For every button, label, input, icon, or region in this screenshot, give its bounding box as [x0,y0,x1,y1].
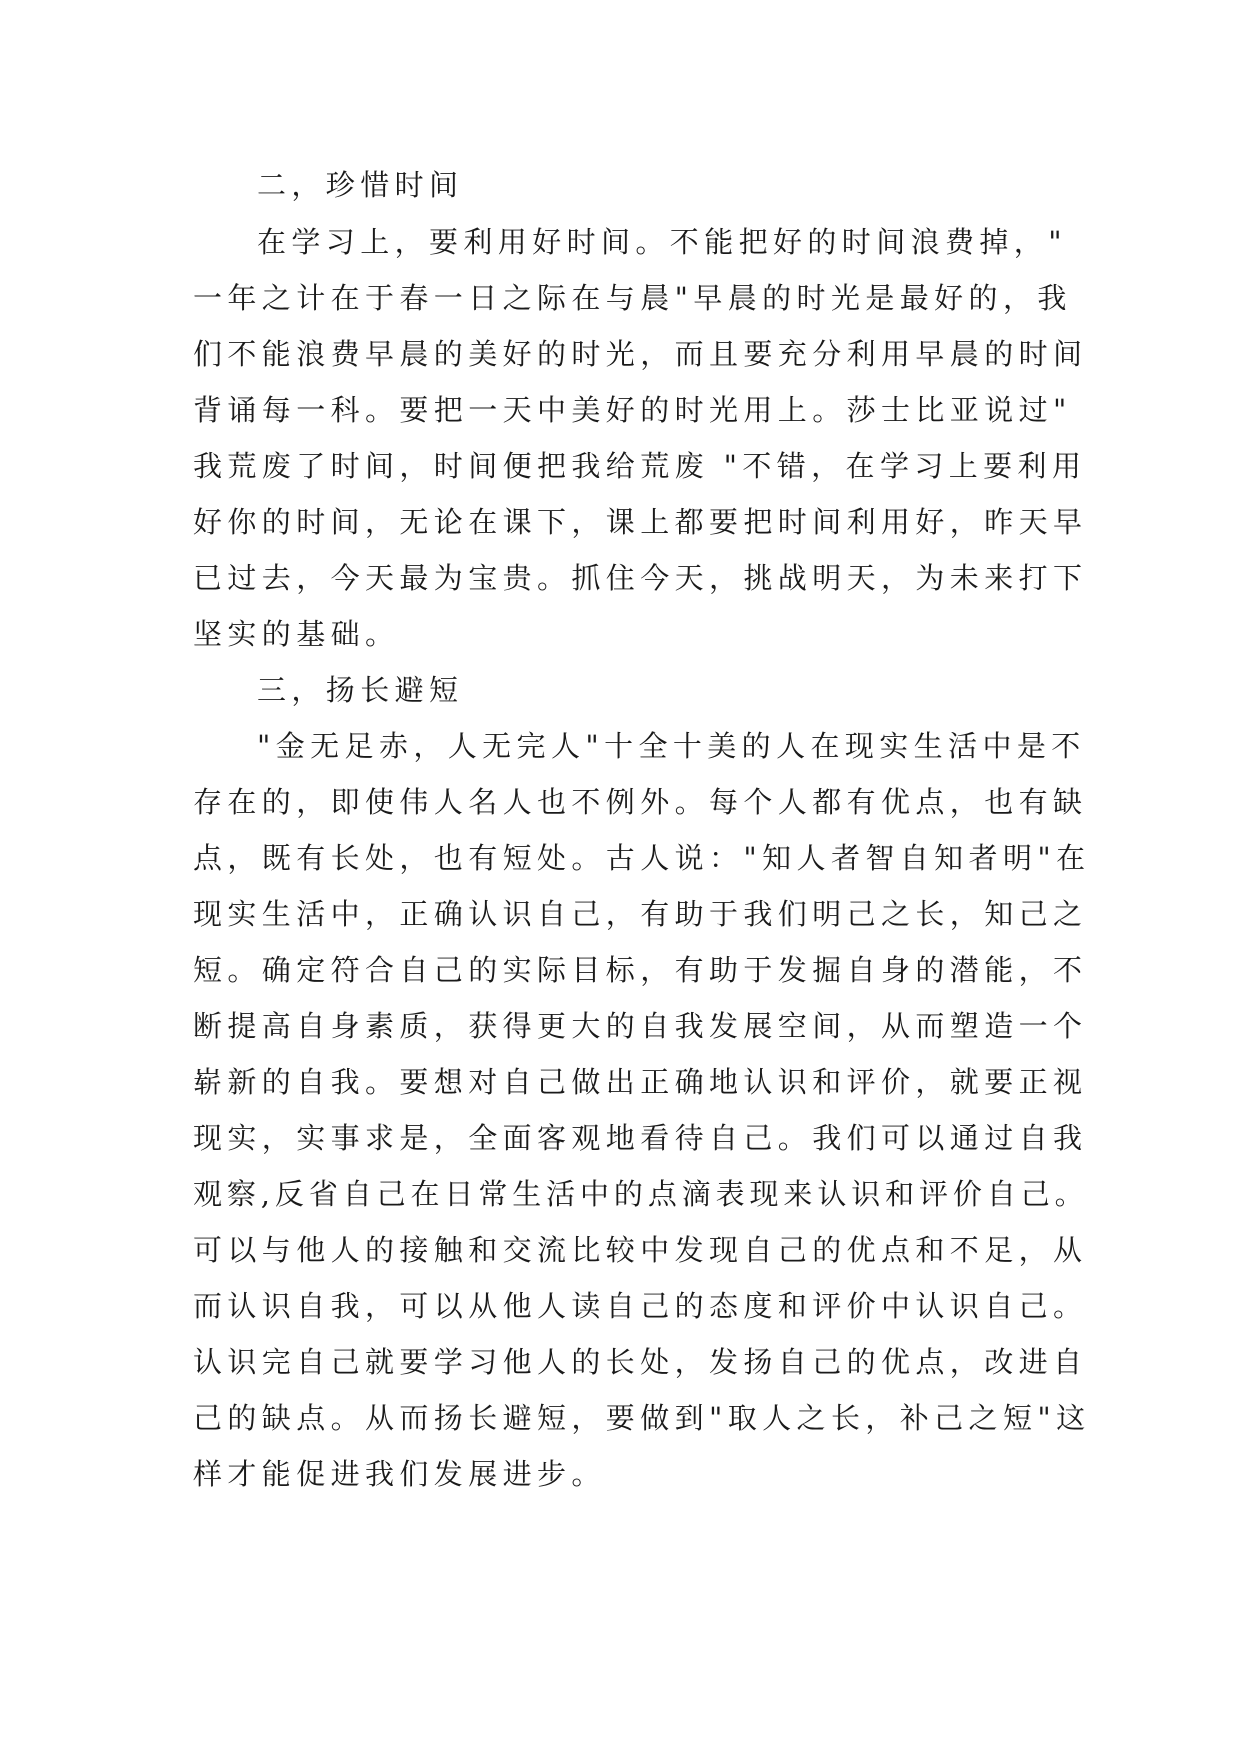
paragraph-line: 认识完自己就要学习他人的长处，发扬自己的优点，改进自 [193,1345,1088,1379]
section-heading-3: 三，扬长避短 [257,673,464,707]
paragraph-line: 现实，实事求是，全面客观地看待自己。我们可以通过自我 [193,1121,1088,1155]
paragraph-line: 我荒废了时间，时间便把我给荒废 "不错，在学习上要利用 [193,449,1087,483]
paragraph-line: 样才能促进我们发展进步。 [193,1457,606,1491]
paragraph-line: 已过去，今天最为宝贵。抓住今天，挑战明天，为未来打下 [193,561,1088,595]
paragraph-line: 己的缺点。从而扬长避短，要做到"取人之长，补己之短"这 [193,1401,1091,1435]
paragraph-line: "金无足赤，人无完人"十全十美的人在现实生活中是不 [257,729,1086,763]
paragraph-line: 短。确定符合自己的实际目标，有助于发掘自身的潜能，不 [193,953,1088,987]
paragraph-line: 可以与他人的接触和交流比较中发现自己的优点和不足，从 [193,1233,1088,1267]
paragraph-line: 好你的时间，无论在课下，课上都要把时间利用好，昨天早 [193,505,1088,539]
paragraph-line: 背诵每一科。要把一天中美好的时光用上。莎士比亚说过" [193,393,1072,427]
paragraph-line: 存在的，即使伟人名人也不例外。每个人都有优点，也有缺 [193,785,1088,819]
paragraph-line: 一年之计在于春一日之际在与晨"早晨的时光是最好的，我 [193,281,1072,315]
paragraph-line: 崭新的自我。要想对自己做出正确地认识和评价，就要正视 [193,1065,1088,1099]
paragraph-line: 观察,反省自己在日常生活中的点滴表现来认识和评价自己。 [193,1177,1089,1211]
paragraph-line: 点，既有长处，也有短处。古人说："知人者智自知者明"在 [193,841,1091,875]
paragraph-line: 断提高自身素质，获得更大的自我发展空间，从而塑造一个 [193,1009,1088,1043]
section-heading-2: 二，珍惜时间 [257,168,464,202]
paragraph-line: 而认识自我，可以从他人读自己的态度和评价中认识自己。 [193,1289,1088,1323]
paragraph-line: 们不能浪费早晨的美好的时光，而且要充分利用早晨的时间 [193,337,1088,371]
paragraph-line: 在学习上，要利用好时间。不能把好的时间浪费掉，" [257,225,1067,259]
paragraph-line: 现实生活中，正确认识自己，有助于我们明己之长，知己之 [193,897,1088,931]
paragraph-line: 坚实的基础。 [193,617,400,651]
